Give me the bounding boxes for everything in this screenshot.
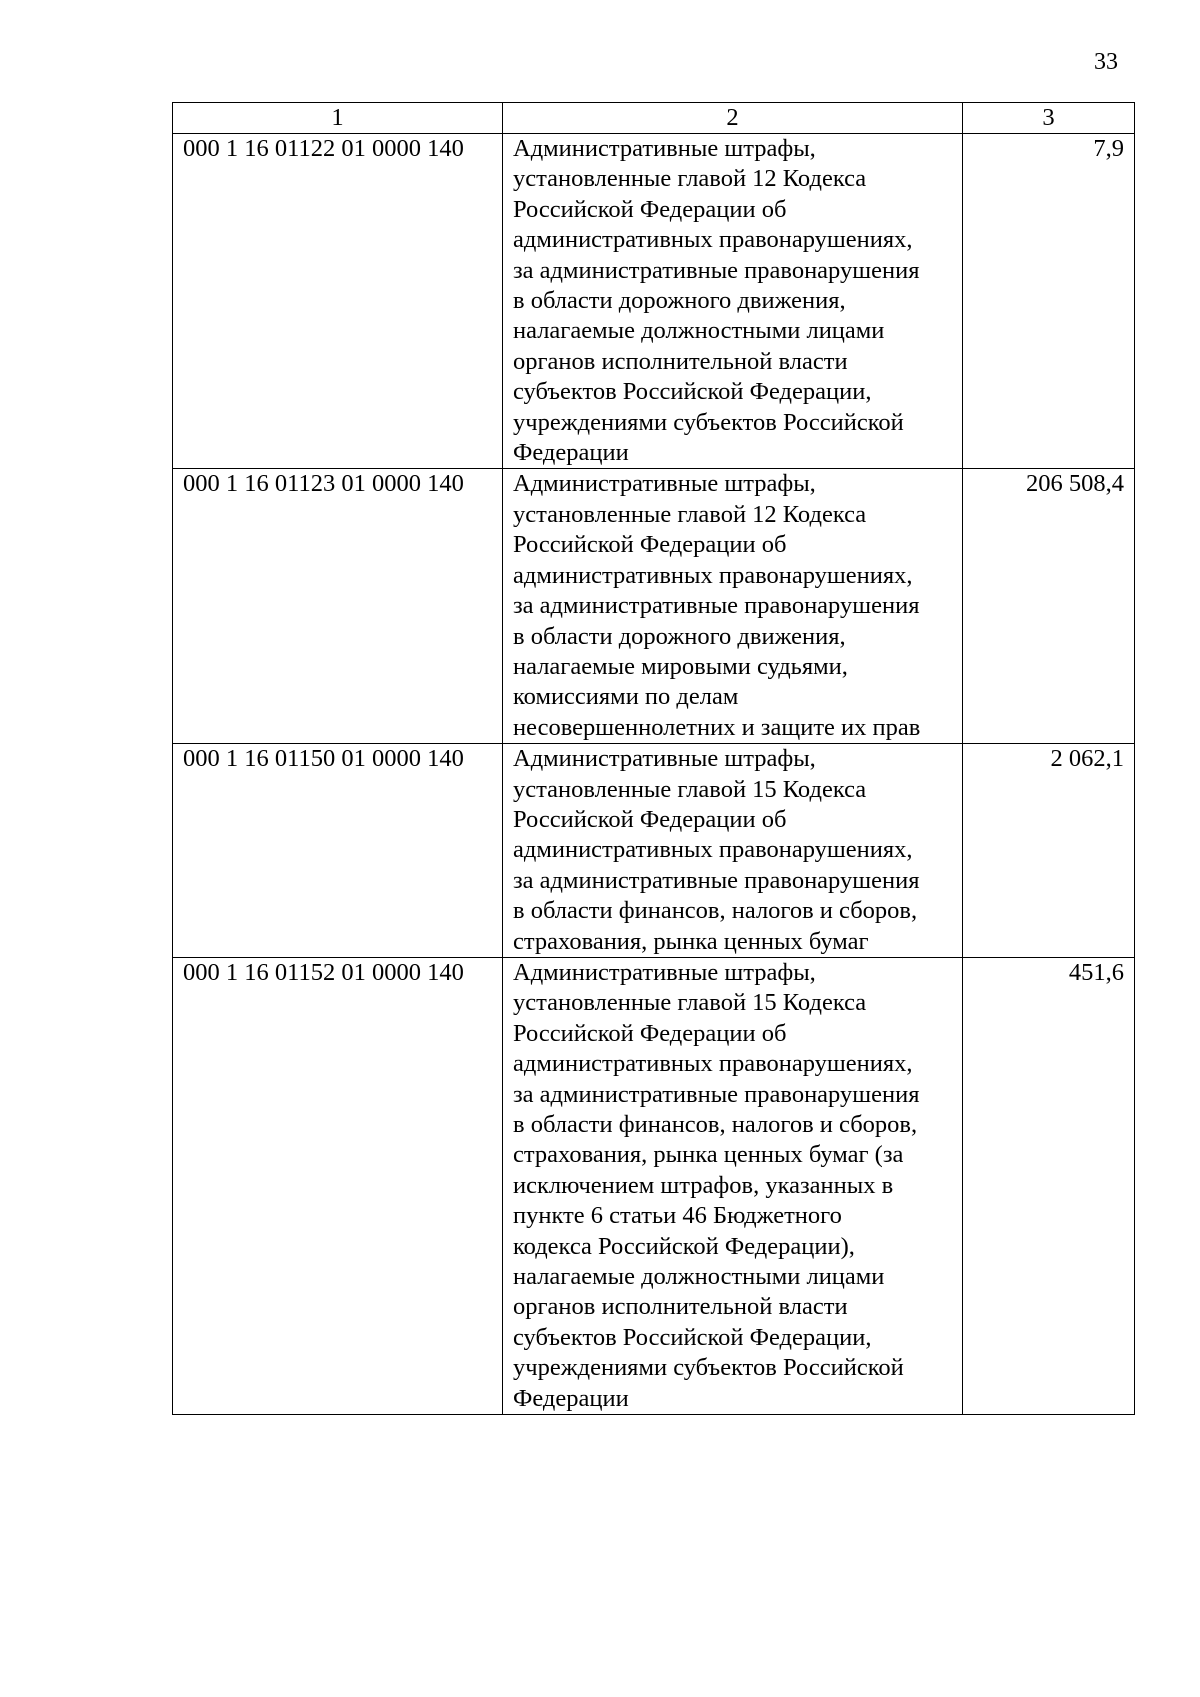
- description-line: за административные правонарушения: [513, 1080, 920, 1108]
- description-line: административных правонарушениях,: [513, 561, 913, 589]
- description-line: субъектов Российской Федерации,: [513, 378, 872, 406]
- description-line: органов исполнительной власти: [513, 347, 848, 375]
- budget-classification-code: 000 1 16 01150 01 0000 140: [173, 744, 503, 958]
- column-header-3: 3: [963, 103, 1135, 134]
- description-line: за административные правонарушения: [513, 256, 920, 284]
- description-line: органов исполнительной власти: [513, 1293, 848, 1321]
- table-row: [173, 957, 1135, 1414]
- description-line: несовершеннолетних и защите их прав: [513, 713, 921, 741]
- description-line: в области финансов, налогов и сборов,: [513, 1111, 918, 1138]
- description-line: комиссиями по делам: [513, 683, 739, 711]
- description-line: Административные штрафы,: [513, 958, 816, 986]
- description-line: за административные правонарушения: [513, 592, 920, 620]
- revenue-description: [503, 134, 963, 469]
- column-header-1: 1: [173, 103, 503, 134]
- amount-value: 451,6: [963, 957, 1135, 1414]
- description-line: Российской Федерации об: [513, 195, 787, 223]
- table-row: [173, 134, 1135, 469]
- description-line: исключением штрафов, указанных в: [513, 1171, 894, 1199]
- revenue-description: [503, 469, 963, 744]
- description-line: Федерации: [513, 439, 629, 467]
- description-line: Российской Федерации об: [513, 1019, 787, 1047]
- table-body: [173, 134, 1135, 1415]
- description-line: пункте 6 статьи 46 Бюджетного: [513, 1202, 842, 1230]
- revenue-description: [503, 957, 963, 1414]
- description-line: административных правонарушениях,: [513, 226, 913, 254]
- description-line: кодекса Российской Федерации),: [513, 1232, 855, 1260]
- description-line: Административные штрафы,: [513, 745, 816, 773]
- description-line: Российской Федерации об: [513, 531, 787, 559]
- description-line: налагаемые мировыми судьями,: [513, 652, 848, 680]
- table-row: [173, 469, 1135, 744]
- description-line: установленные главой 12 Кодекса: [513, 500, 867, 528]
- description-line: административных правонарушениях,: [513, 836, 913, 864]
- description-line: в области дорожного движения,: [513, 287, 846, 315]
- budget-revenue-table: [172, 102, 1135, 1415]
- description-line: за административные правонарушения: [513, 866, 920, 894]
- description-line: учреждениями субъектов Российской: [513, 408, 904, 436]
- page-number: 33: [1094, 49, 1118, 75]
- amount-value: 206 508,4: [963, 469, 1135, 744]
- description-line: страхования, рынка ценных бумаг: [513, 927, 869, 955]
- table-header-row: [173, 103, 1135, 134]
- description-line: учреждениями субъектов Российской: [513, 1354, 904, 1382]
- amount-value: 7,9: [963, 134, 1135, 469]
- description-line: установленные главой 15 Кодекса: [513, 989, 867, 1017]
- column-header-2: 2: [503, 103, 963, 134]
- description-line: Федерации: [513, 1384, 629, 1412]
- description-line: субъектов Российской Федерации,: [513, 1323, 872, 1351]
- description-line: административных правонарушениях,: [513, 1050, 913, 1078]
- description-line: налагаемые должностными лицами: [513, 1263, 885, 1291]
- budget-classification-code: 000 1 16 01122 01 0000 140: [173, 134, 503, 469]
- description-line: страхования, рынка ценных бумаг (за: [513, 1141, 904, 1169]
- description-line: налагаемые должностными лицами: [513, 317, 885, 345]
- revenue-description: [503, 744, 963, 958]
- description-line: установленные главой 15 Кодекса: [513, 775, 867, 803]
- description-line: в области дорожного движения,: [513, 622, 846, 650]
- table-row: [173, 744, 1135, 958]
- amount-value: 2 062,1: [963, 744, 1135, 958]
- description-line: установленные главой 12 Кодекса: [513, 165, 867, 193]
- description-line: Административные штрафы,: [513, 135, 816, 162]
- budget-classification-code: 000 1 16 01152 01 0000 140: [173, 957, 503, 1414]
- budget-classification-code: 000 1 16 01123 01 0000 140: [173, 469, 503, 744]
- description-line: Административные штрафы,: [513, 470, 816, 498]
- description-line: в области финансов, налогов и сборов,: [513, 897, 918, 925]
- description-line: Российской Федерации об: [513, 805, 787, 833]
